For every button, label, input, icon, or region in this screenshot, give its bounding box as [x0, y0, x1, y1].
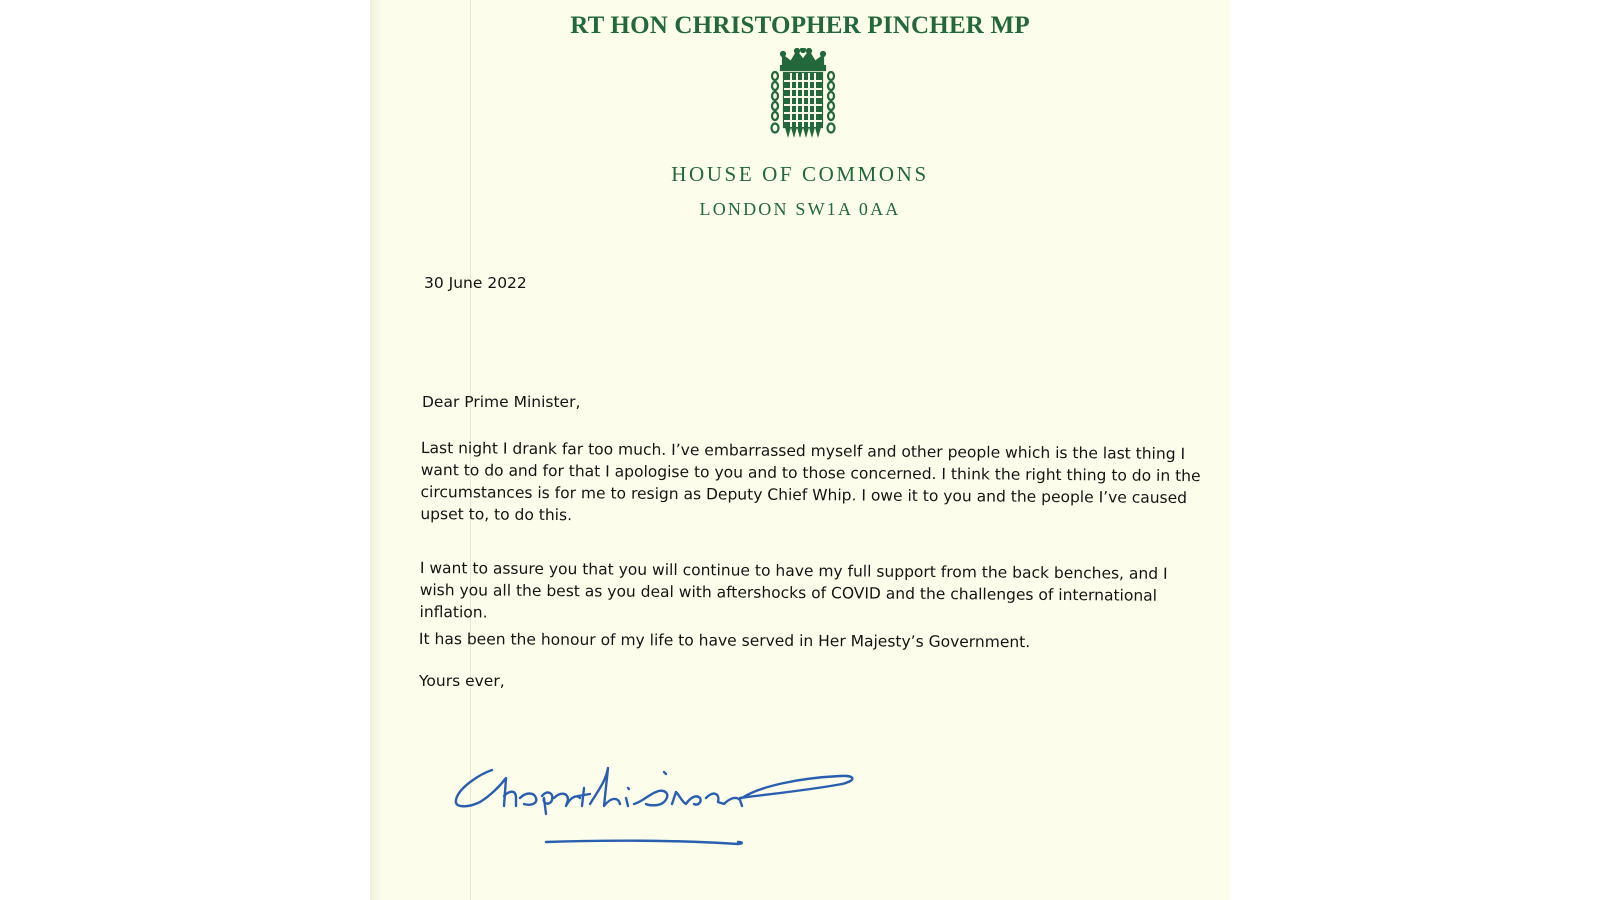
letter-date: 30 June 2022 [424, 274, 527, 292]
paper-edge-shade [370, 0, 384, 900]
letter-page [370, 0, 1230, 900]
paragraph-honour: It has been the honour of my life to have served in Her Majesty’s Government. [418, 630, 1031, 652]
paragraph-resignation: Last night I drank far too much. I’ve embarrassed myself and other people which is the last thing I want to do and for that I apologise to you and to those concerned. I think the right thing to do in the circumstances is for me to resign as Deputy Chief Whip. I owe it to you and the people I’ve caused upset to, to do this. [420, 438, 1201, 525]
mp-name: RT HON CHRISTOPHER PINCHER MP [570, 12, 1030, 39]
paragraph-support: I want to assure you that you will continue to have my full support from the back benches, and I wish you all the best as you deal with aftershocks of COVID and the challenges of international inflation. [419, 558, 1168, 622]
handwritten-signature [450, 758, 860, 858]
closing: Yours ever, [419, 672, 505, 690]
letterhead-address: LONDON SW1A 0AA [699, 199, 901, 219]
salutation: Dear Prime Minister, [422, 393, 581, 411]
house-of-commons-heading: HOUSE OF COMMONS [671, 162, 929, 186]
portcullis-icon [767, 48, 839, 140]
